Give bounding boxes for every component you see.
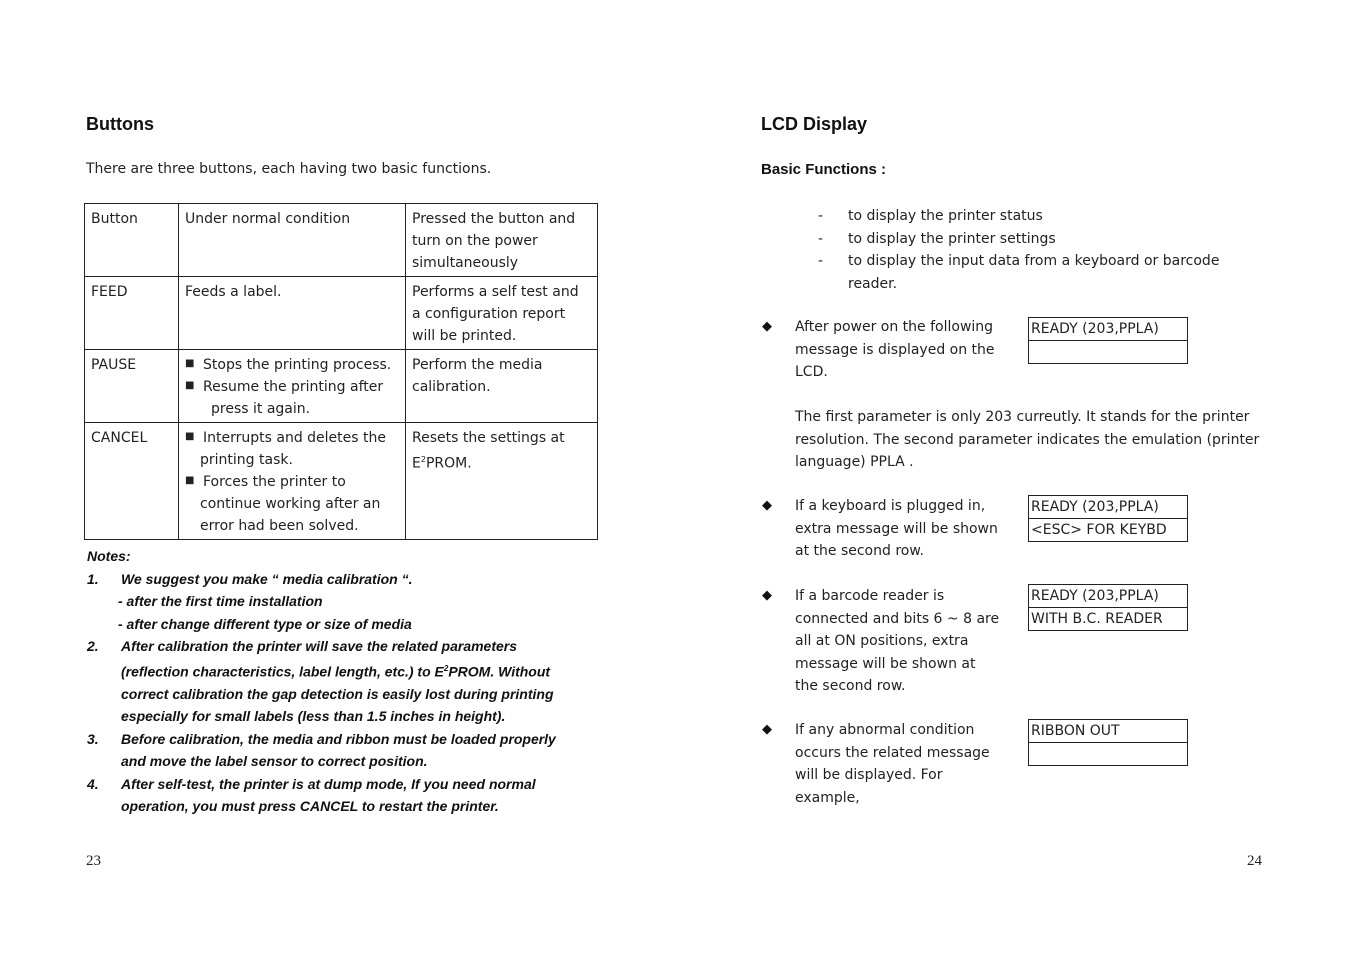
bullet-text — [795, 495, 1010, 563]
note-text: correct calibration the gap detection is easily lost during printing — [121, 685, 554, 702]
lcd-row — [1029, 340, 1187, 363]
lcd-row: READY (203,PPLA) — [1031, 321, 1159, 337]
bullet-line: If any abnormal condition — [795, 722, 975, 738]
table-cell: Performs a self test and a configuration report will be printed. — [406, 277, 598, 350]
bullet-line: If a keyboard is plugged in, — [795, 498, 986, 514]
table-cell — [179, 350, 406, 423]
note-subitem: - after the first time installation — [118, 593, 323, 609]
bullet-line: LCD. — [795, 364, 828, 380]
bullet-line: all at ON positions, extra — [795, 633, 969, 649]
lcd-row: READY (203,PPLA) — [1031, 588, 1159, 604]
list-item: - to display the input data from a keyboard or barcode reader. — [818, 250, 1258, 295]
bullet-line: connected and bits 6 ~ 8 are — [795, 610, 1000, 627]
bullet-line: at the second row. — [795, 543, 924, 559]
bullet-line: If a barcode reader is — [795, 588, 945, 604]
diamond-bullet-icon: ◆ — [762, 587, 772, 602]
buttons-table — [84, 203, 598, 540]
list-item: printing task. — [200, 452, 293, 468]
table-row — [85, 277, 598, 350]
bullet-line: the second row. — [795, 678, 906, 694]
note-text: We suggest you make “ media calibration “. — [121, 570, 413, 587]
list-item: continue working after an — [200, 496, 381, 512]
bullet-line: extra message will be shown — [795, 520, 998, 537]
superscript: 2 — [420, 455, 426, 464]
note-text: After self-test, the printer is at dump mode, If you need normal — [121, 775, 536, 792]
bullet-line: message is displayed on the — [795, 341, 995, 358]
list-item: - to display the printer status — [818, 205, 1258, 228]
note-text: especially for small labels (less than 1.5 inches in height). — [121, 708, 506, 725]
list-item: ■ Stops the printing process. — [185, 354, 399, 376]
note-item — [87, 635, 607, 728]
note-item — [87, 773, 607, 818]
note-text: and move the label sensor to correct position. — [121, 753, 428, 770]
diamond-bullet-icon: ◆ — [762, 318, 772, 333]
paragraph-line: resolution. The second parameter indicates the emulation (printer — [795, 431, 1260, 448]
lcd-display-box — [1028, 495, 1188, 542]
bullet-line: message will be shown at — [795, 655, 976, 672]
table-cell: PAUSE — [85, 350, 179, 423]
bullet-line: will be displayed. For — [795, 767, 943, 783]
table-header-cell: Under normal condition — [179, 204, 406, 277]
lcd-row: READY (203,PPLA) — [1031, 499, 1159, 515]
diamond-bullet-icon: ◆ — [762, 497, 772, 512]
note-text — [121, 658, 607, 683]
page-number-right: 24 — [1247, 853, 1262, 869]
functions-list — [818, 205, 1258, 295]
superscript: 2 — [443, 663, 449, 673]
note-text: operation, you must press CANCEL to restart the printer. — [121, 798, 499, 815]
list-item: error had been solved. — [200, 518, 359, 534]
buttons-intro: There are three buttons, each having two basic functions. — [86, 161, 492, 177]
note-number: 1. — [87, 570, 99, 587]
bullet-text — [795, 585, 1010, 698]
explanation-paragraph — [795, 406, 1265, 474]
paragraph-line: language) PPLA . — [795, 454, 914, 470]
note-text-part: (reflection characteristics, label length, etc.) to E — [121, 663, 444, 680]
note-number: 4. — [87, 775, 99, 792]
table-row — [85, 350, 598, 423]
bullet-text — [795, 719, 1010, 809]
paragraph-line: The first parameter is only 203 curreutly. It stands for the printer — [795, 409, 1250, 425]
basic-functions-heading: Basic Functions : — [761, 161, 887, 178]
note-item — [87, 568, 607, 591]
notes-title: Notes: — [87, 548, 131, 564]
list-item: ■ Resume the printing after — [185, 376, 399, 398]
list-item: ■ Forces the printer to — [185, 471, 399, 493]
eeprom-text: PROM. — [425, 455, 472, 472]
note-number: 3. — [87, 730, 99, 747]
lcd-row: <ESC> FOR KEYBD — [1029, 518, 1187, 541]
page-number-left: 23 — [86, 853, 101, 869]
bullet-text — [795, 316, 1010, 384]
table-cell — [406, 423, 598, 540]
page-title-buttons: Buttons — [86, 114, 154, 134]
eeprom-text: Resets the settings at E — [412, 430, 565, 472]
table-cell: Feeds a label. — [179, 277, 406, 350]
table-cell — [179, 423, 406, 540]
note-subitem: - after change different type or size of media — [118, 615, 412, 632]
table-cell: FEED — [85, 277, 179, 350]
table-row — [85, 204, 598, 277]
note-number: 2. — [87, 638, 99, 654]
table-header-cell: Button — [85, 204, 179, 277]
diamond-bullet-icon: ◆ — [762, 721, 772, 736]
table-row — [85, 423, 598, 540]
lcd-display-box — [1028, 317, 1188, 364]
lcd-display-box — [1028, 719, 1188, 766]
lcd-row — [1029, 742, 1187, 765]
note-text-part: PROM. Without — [448, 663, 551, 680]
note-text: After calibration the printer will save the related parameters — [121, 638, 518, 654]
note-item — [87, 728, 607, 773]
list-item: press it again. — [211, 401, 311, 417]
table-cell: Perform the media calibration. — [406, 350, 598, 423]
notes-section — [87, 545, 607, 818]
note-text: Before calibration, the media and ribbon must be loaded properly — [121, 730, 556, 747]
bullet-line: occurs the related message — [795, 744, 990, 761]
table-cell: CANCEL — [85, 423, 179, 540]
list-item: ■ Interrupts and deletes the — [185, 427, 399, 449]
lcd-row: WITH B.C. READER — [1029, 607, 1187, 630]
bullet-line: After power on the following — [795, 319, 994, 335]
bullet-line: example, — [795, 789, 860, 806]
lcd-display-box — [1028, 584, 1188, 631]
lcd-row: RIBBON OUT — [1031, 723, 1120, 739]
table-header-cell: Pressed the button and turn on the power simultaneously — [406, 204, 598, 277]
list-item: - to display the printer settings — [818, 228, 1258, 251]
page-title-lcd-display: LCD Display — [761, 114, 868, 134]
